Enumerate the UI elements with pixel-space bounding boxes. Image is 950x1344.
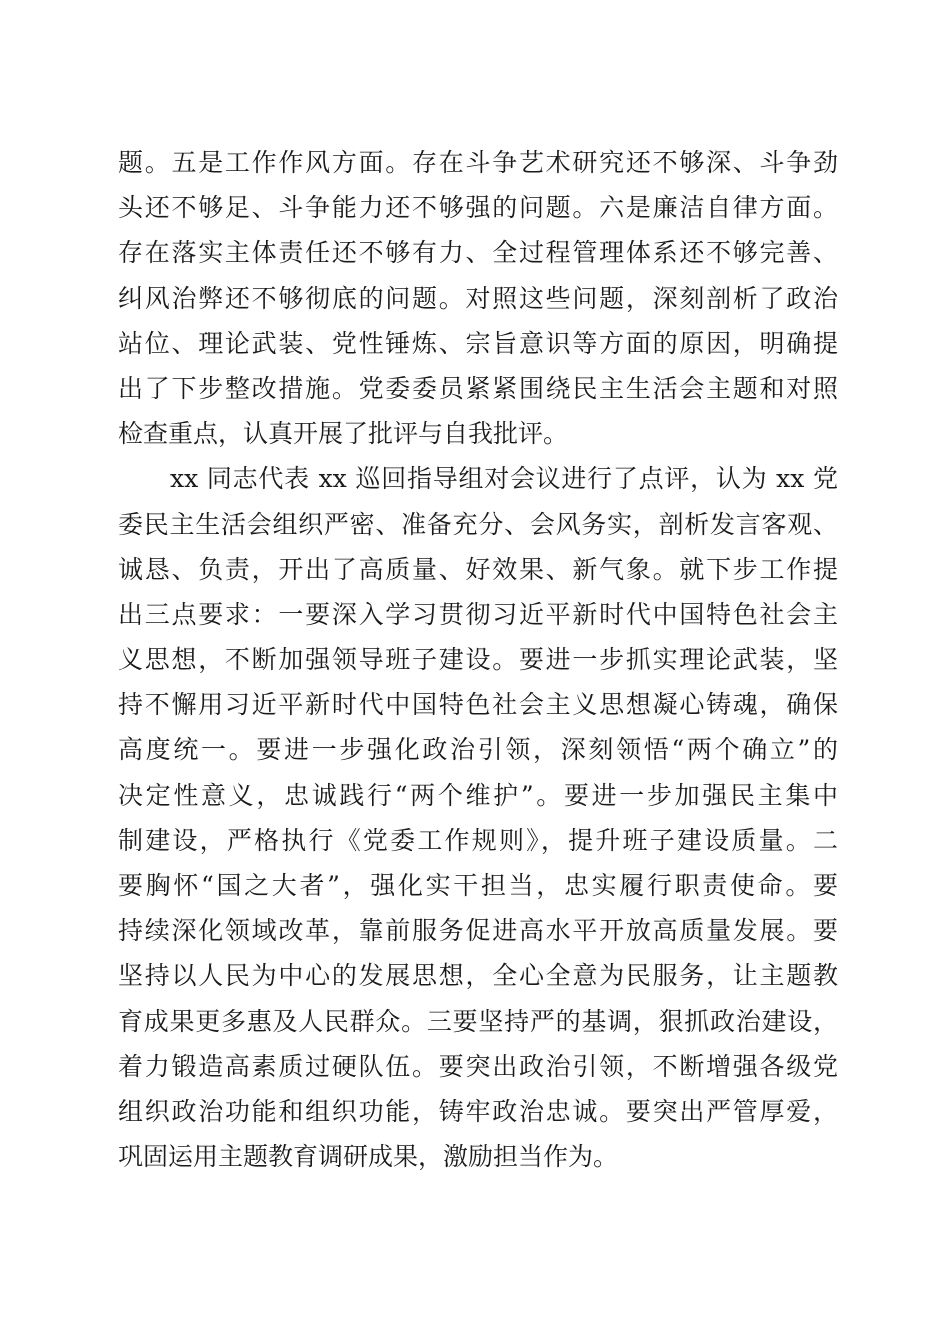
text-line: 出三点要求：一要深入学习贯彻习近平新时代中国特色社会主 <box>118 599 838 629</box>
text-line: 存在落实主体责任还不够有力、全过程管理体系还不够完善、 <box>118 238 838 268</box>
text-line: 组织政治功能和组织功能，铸牢政治忠诚。要突出严管厚爱， <box>118 1096 838 1126</box>
paragraph-2 <box>118 456 838 1179</box>
text-line: 育成果更多惠及人民群众。三要坚持严的基调，狠抓政治建设， <box>118 1006 838 1036</box>
text-line: 站位、理论武装、党性锤炼、宗旨意识等方面的原因，明确提 <box>118 328 838 358</box>
document-body <box>118 140 838 1179</box>
text-line: 持续深化领域改革，靠前服务促进高水平开放高质量发展。要 <box>118 916 838 946</box>
text-line: 诚恳、负责，开出了高质量、好效果、新气象。就下步工作提 <box>118 554 838 584</box>
text-line: 委民主生活会组织严密、准备充分、会风务实，剖析发言客观、 <box>118 509 838 539</box>
text-line: 题。五是工作作风方面。存在斗争艺术研究还不够深、斗争劲 <box>118 148 838 177</box>
text-line: 着力锻造高素质过硬队伍。要突出政治引领，不断增强各级党 <box>118 1051 838 1081</box>
text-line: 纠风治弊还不够彻底的问题。对照这些问题，深刻剖析了政治 <box>118 283 838 313</box>
text-line: 持不懈用习近平新时代中国特色社会主义思想凝心铸魂，确保 <box>118 690 838 720</box>
text-line: 坚持以人民为中心的发展思想，全心全意为民服务，让主题教 <box>118 961 838 991</box>
text-line: 巩固运用主题教育调研成果，激励担当作为。 <box>118 1142 619 1172</box>
text-line: 头还不够足、斗争能力还不够强的问题。六是廉洁自律方面。 <box>118 193 838 223</box>
text-line: 制建设，严格执行《党委工作规则》，提升班子建设质量。二 <box>118 825 838 855</box>
text-line: 高度统一。要进一步强化政治引领，深刻领悟“两个确立”的 <box>118 735 838 765</box>
text-line: 出了下步整改措施。党委委员紧紧围绕民主生活会主题和对照 <box>118 373 838 403</box>
text-line: 决定性意义，忠诚践行“两个维护”。要进一步加强民主集中 <box>118 780 838 810</box>
text-line: 要胸怀“国之大者”，强化实干担当，忠实履行职责使命。要 <box>118 871 838 900</box>
text-line: xx 同志代表 xx 巡回指导组对会议进行了点评，认为 xx 党 <box>170 464 838 494</box>
paragraph-1 <box>118 140 838 456</box>
text-line: 检查重点，认真开展了批评与自我批评。 <box>118 419 569 449</box>
text-line: 义思想，不断加强领导班子建设。要进一步抓实理论武装，坚 <box>118 645 838 675</box>
